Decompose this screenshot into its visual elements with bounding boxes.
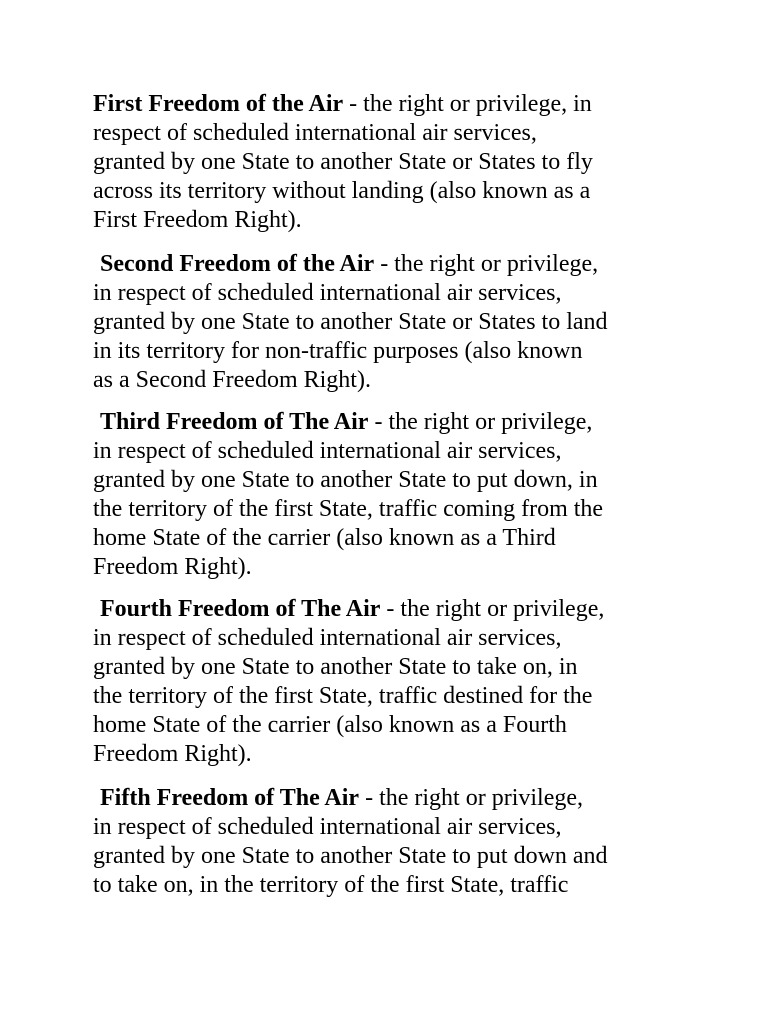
paragraph-line: respect of scheduled international air services, bbox=[93, 120, 537, 146]
paragraph-line bbox=[100, 595, 604, 624]
paragraph-line: granted by one State to another State to put down and bbox=[93, 843, 608, 869]
paragraph-line: home State of the carrier (also known as a Third bbox=[93, 525, 556, 551]
paragraph-line: to take on, in the territory of the first State, traffic bbox=[93, 872, 569, 898]
paragraph-line: home State of the carrier (also known as a Fourth bbox=[93, 712, 567, 738]
paragraph-line bbox=[100, 784, 583, 813]
definition-text: - the right or privilege, in bbox=[343, 91, 592, 117]
paragraph-line: granted by one State to another State to take on, in bbox=[93, 654, 578, 680]
term-heading: Fifth Freedom of The Air bbox=[100, 785, 360, 811]
paragraph-line: in respect of scheduled international air services, bbox=[93, 814, 562, 840]
term-heading: Fourth Freedom of The Air bbox=[100, 596, 381, 622]
term-heading: Third Freedom of The Air bbox=[100, 409, 369, 435]
definition-text: - the right or privilege, bbox=[368, 409, 593, 435]
term-heading: Second Freedom of the Air bbox=[100, 251, 375, 277]
paragraph-line bbox=[100, 408, 592, 437]
paragraph-line: First Freedom Right). bbox=[93, 207, 302, 233]
paragraph-line: granted by one State to another State or States to fly bbox=[93, 149, 593, 175]
paragraph-line: in respect of scheduled international air services, bbox=[93, 625, 562, 651]
paragraph-line bbox=[100, 250, 598, 279]
definition-text: - the right or privilege, bbox=[374, 251, 599, 277]
term-heading: First Freedom of the Air bbox=[93, 91, 344, 117]
paragraph-line: in respect of scheduled international air services, bbox=[93, 280, 562, 306]
paragraph-line: Freedom Right). bbox=[93, 741, 252, 767]
paragraph-line: the territory of the first State, traffic coming from the bbox=[93, 496, 604, 522]
definition-text: - the right or privilege, bbox=[380, 596, 605, 622]
paragraph-line bbox=[93, 90, 592, 119]
paragraph-line: as a Second Freedom Right). bbox=[93, 367, 371, 393]
definition-text: - the right or privilege, bbox=[359, 785, 584, 811]
paragraph-line: in its territory for non-traffic purposes (also known bbox=[93, 338, 583, 364]
paragraph-line: in respect of scheduled international air services, bbox=[93, 438, 562, 464]
paragraph-line: granted by one State to another State or States to land bbox=[93, 309, 608, 335]
paragraph-line: the territory of the first State, traffic destined for the bbox=[93, 683, 593, 709]
paragraph-line: granted by one State to another State to put down, in bbox=[93, 467, 598, 493]
paragraph-line: Freedom Right). bbox=[93, 554, 252, 580]
paragraph-line: across its territory without landing (also known as a bbox=[93, 178, 591, 204]
